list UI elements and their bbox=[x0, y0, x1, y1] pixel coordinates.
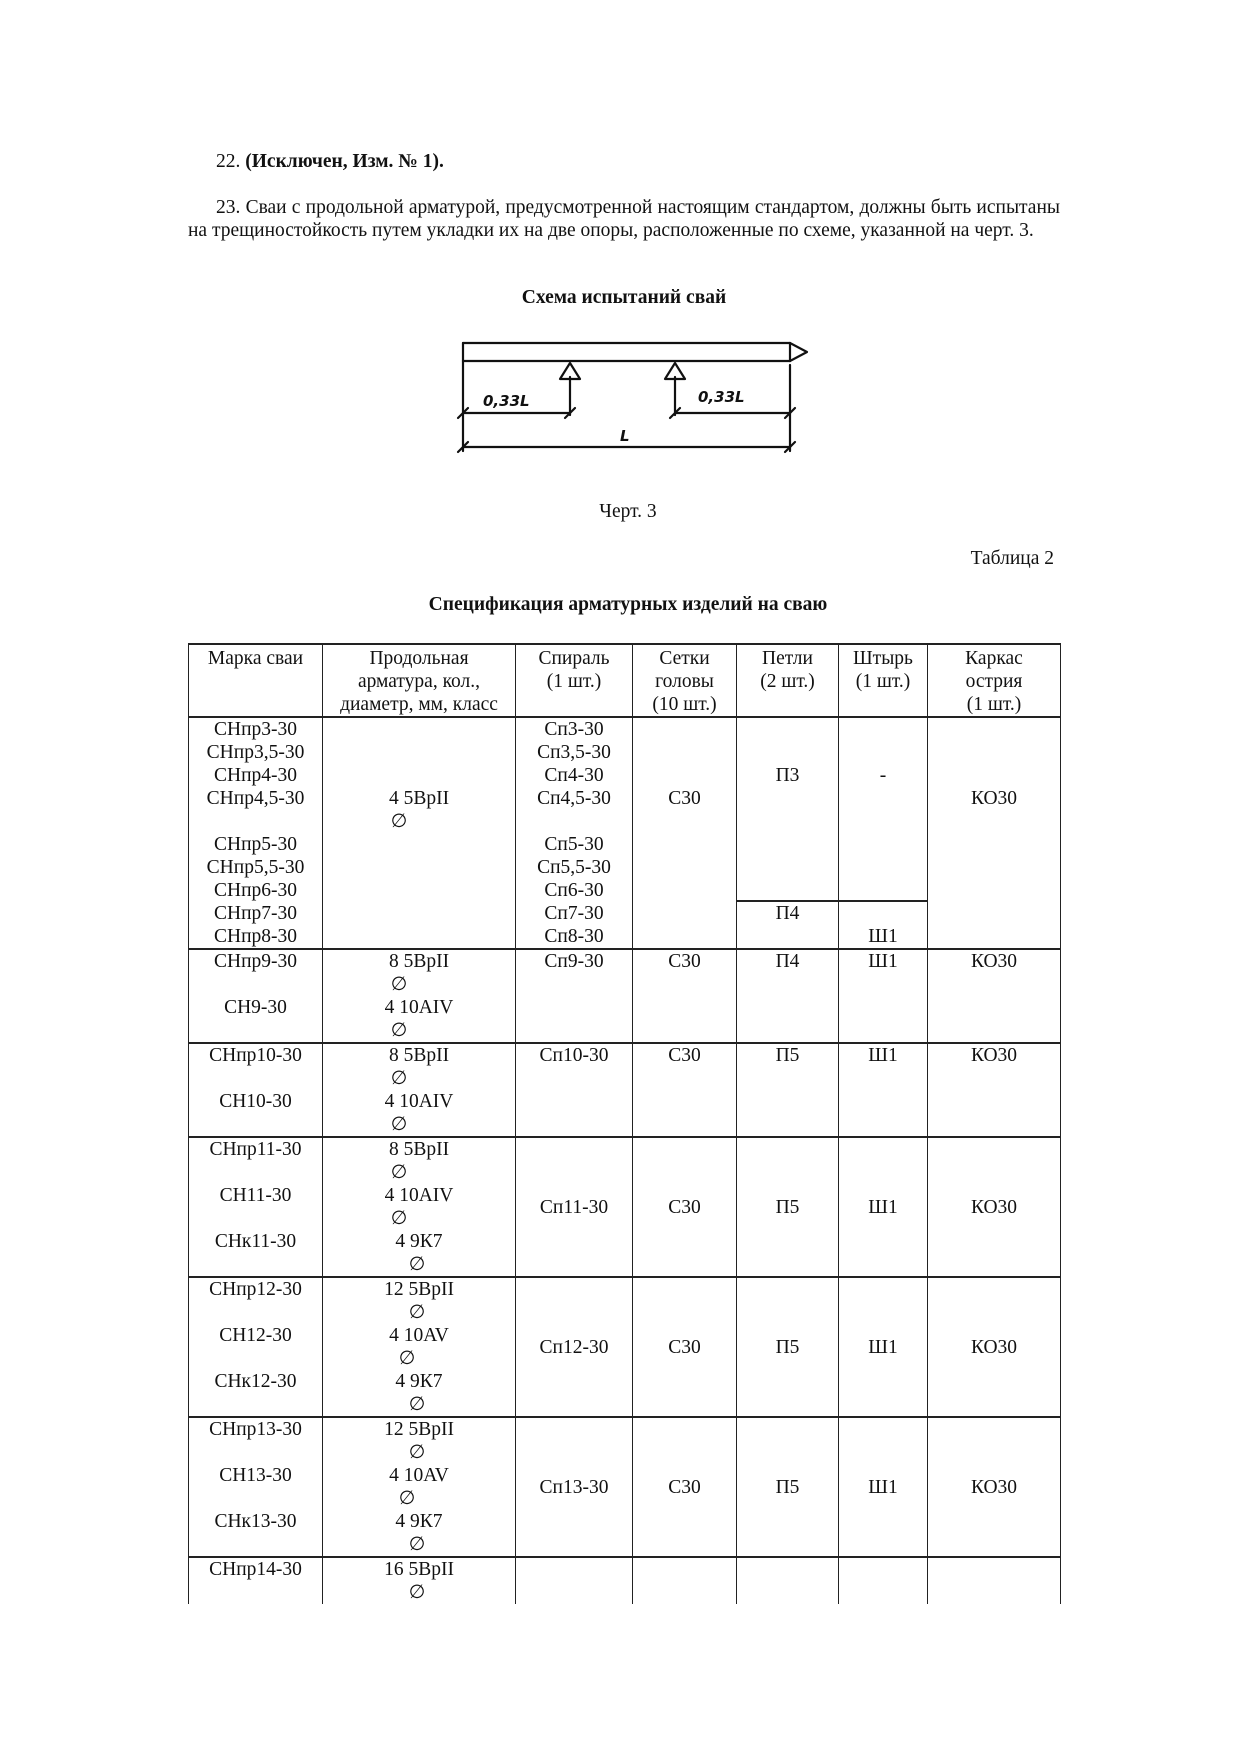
diameter-symbol: ∅ bbox=[390, 810, 408, 832]
paragraph-23: 23. Сваи с продольной арматурой, предусмотренной настоящим стандартом, должны быть испытаны на трещиностойкость путем укладки их на две опоры, расположенные по схеме, указанной на черт. 3. bbox=[188, 197, 1060, 241]
table-row bbox=[189, 949, 1061, 1043]
block7-frame bbox=[928, 1557, 1061, 1604]
specification-table bbox=[188, 643, 1061, 1604]
block4-loop: П5 bbox=[737, 1137, 839, 1277]
block1-loop-a: П3 bbox=[737, 717, 839, 901]
label-left-distance: 0,33L bbox=[483, 392, 530, 410]
label-total-length: L bbox=[620, 427, 630, 445]
header-longitudinal-armature: Продольная арматура, кол., диаметр, мм, класс bbox=[323, 644, 516, 717]
table-header-row bbox=[189, 644, 1061, 717]
table-row bbox=[189, 1137, 1061, 1277]
block1-pin-b: Ш1 bbox=[839, 901, 928, 949]
block1-frame: КО30 bbox=[928, 717, 1061, 949]
paragraph-22-number: 22. bbox=[216, 151, 241, 172]
header-tip-frame: Каркас острия (1 шт.) bbox=[928, 644, 1061, 717]
block3-pin: Ш1 bbox=[839, 1043, 928, 1137]
block1-loop-b: П4 bbox=[737, 901, 839, 949]
table-row bbox=[189, 717, 1061, 901]
block3-armature: 8 5ВрII ∅ 4 10AIV ∅ bbox=[323, 1043, 516, 1137]
figure-title: Схема испытаний свай bbox=[521, 287, 727, 308]
block2-spiral: Сп9-30 bbox=[516, 949, 633, 1043]
header-spiral: Спираль (1 шт.) bbox=[516, 644, 633, 717]
block6-loop: П5 bbox=[737, 1417, 839, 1557]
table-row bbox=[189, 1417, 1061, 1557]
block7-spiral bbox=[516, 1557, 633, 1604]
block2-grid: С30 bbox=[633, 949, 737, 1043]
block4-marks: СНпр11-30 СН11-30 СНк11-30 bbox=[189, 1137, 323, 1277]
block2-frame: КО30 bbox=[928, 949, 1061, 1043]
block3-grid: С30 bbox=[633, 1043, 737, 1137]
block5-loop: П5 bbox=[737, 1277, 839, 1417]
block5-frame: КО30 bbox=[928, 1277, 1061, 1417]
header-loops: Петли (2 шт.) bbox=[737, 644, 839, 717]
block7-armature: 16 5ВрII ∅ bbox=[323, 1557, 516, 1604]
block4-pin: Ш1 bbox=[839, 1137, 928, 1277]
block1-grid: С30 bbox=[633, 717, 737, 949]
block7-loop bbox=[737, 1557, 839, 1604]
block6-marks: СНпр13-30 СН13-30 СНк13-30 bbox=[189, 1417, 323, 1557]
figure-caption: Черт. 3 bbox=[599, 501, 657, 522]
block2-armature: 8 5ВрII ∅ 4 10AIV ∅ bbox=[323, 949, 516, 1043]
block4-grid: С30 bbox=[633, 1137, 737, 1277]
block5-pin: Ш1 bbox=[839, 1277, 928, 1417]
block3-loop: П5 bbox=[737, 1043, 839, 1137]
table-title: Спецификация арматурных изделий на сваю bbox=[428, 594, 828, 615]
right-support-arrow bbox=[665, 363, 685, 415]
left-support-arrow bbox=[560, 363, 580, 415]
label-right-distance: 0,33L bbox=[698, 388, 745, 406]
pile-test-scheme-diagram bbox=[455, 335, 835, 475]
block6-frame: КО30 bbox=[928, 1417, 1061, 1557]
block6-armature: 12 5ВрII ∅ 4 10AV ∅ 4 9К7 ∅ bbox=[323, 1417, 516, 1557]
block5-grid: С30 bbox=[633, 1277, 737, 1417]
paragraph-22 bbox=[216, 150, 444, 173]
block2-marks: СНпр9-30 СН9-30 bbox=[189, 949, 323, 1043]
paragraph-22-text: (Исключен, Изм. № 1). bbox=[245, 151, 444, 172]
pile-beam bbox=[463, 343, 807, 361]
block3-marks: СНпр10-30 СН10-30 bbox=[189, 1043, 323, 1137]
block1-armature: 4 5ВрII ∅ bbox=[323, 717, 516, 949]
block1-spirals: Сп3-30 Сп3,5-30 Сп4-30 Сп4,5-30 Сп5-30 Сп5,5-30 Сп6-30 Сп7-30 Сп8-30 bbox=[516, 717, 633, 949]
block7-marks: СНпр14-30 bbox=[189, 1557, 323, 1604]
header-head-grids: Сетки головы (10 шт.) bbox=[633, 644, 737, 717]
block3-frame: КО30 bbox=[928, 1043, 1061, 1137]
block2-pin: Ш1 bbox=[839, 949, 928, 1043]
block6-grid: С30 bbox=[633, 1417, 737, 1557]
block4-frame: КО30 bbox=[928, 1137, 1061, 1277]
block6-spiral: Сп13-30 bbox=[516, 1417, 633, 1557]
block7-pin bbox=[839, 1557, 928, 1604]
block4-spiral: Сп11-30 bbox=[516, 1137, 633, 1277]
header-mark: Марка сваи bbox=[189, 644, 323, 717]
header-pin: Штырь (1 шт.) bbox=[839, 644, 928, 717]
table-row bbox=[189, 1277, 1061, 1417]
block5-spiral: Сп12-30 bbox=[516, 1277, 633, 1417]
block5-armature: 12 5ВрII ∅ 4 10AV ∅ 4 9К7 ∅ bbox=[323, 1277, 516, 1417]
block3-spiral: Сп10-30 bbox=[516, 1043, 633, 1137]
block4-armature: 8 5ВрII ∅ 4 10AIV ∅ 4 9К7 ∅ bbox=[323, 1137, 516, 1277]
block6-pin: Ш1 bbox=[839, 1417, 928, 1557]
block7-grid bbox=[633, 1557, 737, 1604]
block5-marks: СНпр12-30 СН12-30 СНк12-30 bbox=[189, 1277, 323, 1417]
table-label: Таблица 2 bbox=[970, 548, 1054, 569]
block1-marks: СНпр3-30 СНпр3,5-30 СНпр4-30 СНпр4,5-30 СНпр5-30 СНпр5,5-30 СНпр6-30 СНпр7-30 СНпр8-30 bbox=[189, 717, 323, 949]
block2-loop: П4 bbox=[737, 949, 839, 1043]
table-row bbox=[189, 1043, 1061, 1137]
block1-pin-a: - bbox=[839, 717, 928, 901]
table-row bbox=[189, 1557, 1061, 1604]
